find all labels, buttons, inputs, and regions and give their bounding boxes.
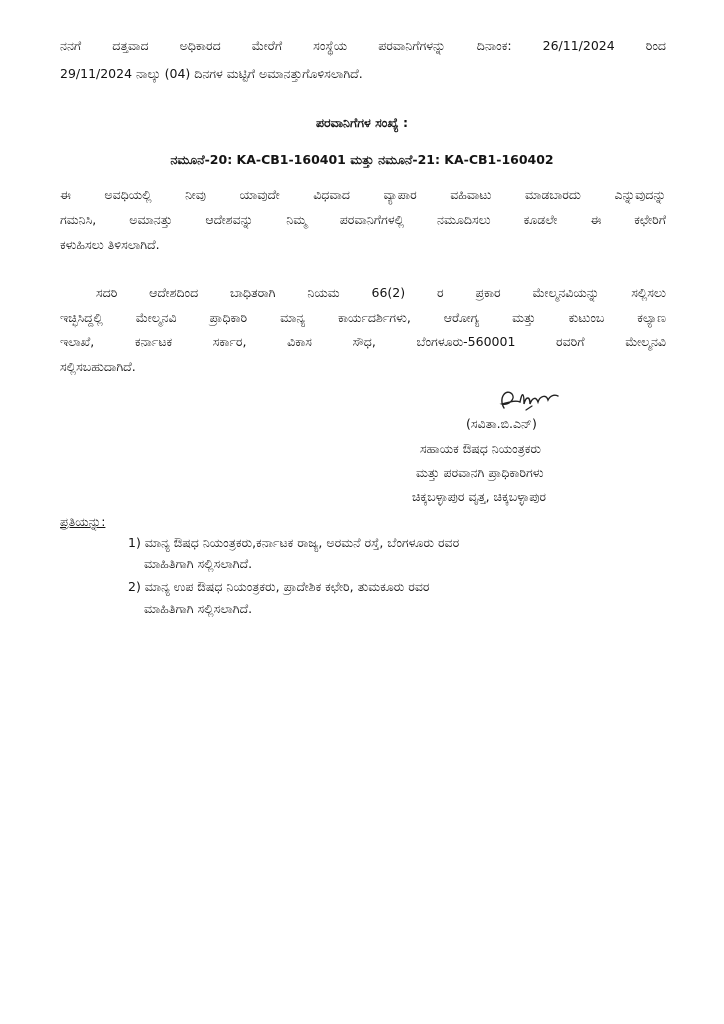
para2-line-2: ಇಚ್ಛಿಸಿದ್ದಲ್ಲಿ ಮೇಲ್ಮನವಿ ಪ್ರಾಧಿಕಾರಿ ಮಾನ್ಯ ಕಾರ್ಯದರ್ಶಿಗಳು, ಆರೋಗ್ಯ ಮತ್ತು ಕುಟುಂಬ ಕಲ್ಯಾಣ xyxy=(60,310,666,325)
para2-line-4: ಸಲ್ಲಿಸಬಹುದಾಗಿದೆ. xyxy=(60,359,136,374)
signatory-designation-1: ಸಹಾಯಕ ಔಷಧ ನಿಯಂತ್ರಕರು xyxy=(420,441,542,456)
signatory-name: (ಸವಿತಾ.ಬಿ.ಎನ್) xyxy=(466,416,537,431)
copy-item-2-line-1: 2) ಮಾನ್ಯ ಉಪ ಔಷಧ ನಿಯಂತ್ರಕರು, ಪ್ರಾದೇಶಿಕ ಕಛೇರಿ, ತುಮಕೂರು ರವರ xyxy=(128,579,430,594)
copy-item-1-line-2: ಮಾಹಿತಿಗಾಗಿ ಸಲ್ಲಿಸಲಾಗಿದೆ. xyxy=(144,556,253,571)
para2-line-1: ಸದರಿ ಆದೇಶದಿಂದ ಬಾಧಿತರಾಗಿ ನಿಯಮ 66(2) ರ ಪ್ರಕಾರ ಮೇಲ್ಮನವಿಯನ್ನು ಸಲ್ಲಿಸಲು xyxy=(96,285,666,300)
intro-line-2: 29/11/2024 ನಾಲ್ಕು (04) ದಿನಗಳ ಮಟ್ಟಿಗೆ ಅಮಾನತ್ತುಗೊಳಿಸಲಾಗಿದೆ. xyxy=(60,66,363,81)
copy-item-1-line-1: 1) ಮಾನ್ಯ ಔಷಧ ನಿಯಂತ್ರಕರು,ಕರ್ನಾಟಕ ರಾಜ್ಯ, ಅರಮನೆ ರಸ್ತೆ, ಬೆಂಗಳೂರು ರವರ xyxy=(128,535,460,550)
signatory-office: ಚಿಕ್ಕಬಳ್ಳಾಪುರ ವೃತ್ತ, ಚಿಕ್ಕಬಳ್ಳಾಪುರ xyxy=(412,489,546,504)
copy-item-2-line-2: ಮಾಹಿತಿಗಾಗಿ ಸಲ್ಲಿಸಲಾಗಿದೆ. xyxy=(144,601,253,616)
para1-line-2: ಗಮನಿಸಿ, ಅಮಾನತ್ತು ಆದೇಶವನ್ನು ನಿಮ್ಮ ಪರವಾನಿಗೆಗಳಲ್ಲಿ ನಮೂದಿಸಲು ಕೂಡಲೇ ಈ ಕಛೇರಿಗೆ xyxy=(60,212,666,227)
intro-line-1: ನನಗೆ ದತ್ತವಾದ ಅಧಿಕಾರದ ಮೇರೆಗೆ ಸಂಸ್ಥೆಯ ಪರವಾನಿಗೆಗಳನ್ನು ದಿನಾಂಕ: 26/11/2024 ರಿಂದ xyxy=(60,38,666,53)
license-heading: ಪರವಾನಿಗೆಗಳ ಸಂಖ್ಯೆ : xyxy=(315,115,409,130)
handwritten-signature xyxy=(486,380,566,420)
para2-line-3: ಇಲಾಖೆ, ಕರ್ನಾಟಕ ಸರ್ಕಾರ, ವಿಕಾಸ ಸೌಧ, ಬೆಂಗಳೂರು-560001 ರವರಿಗೆ ಮೇಲ್ಮನವಿ xyxy=(60,334,666,349)
signatory-designation-2: ಮತ್ತು ಪರವಾನಗಿ ಪ್ರಾಧಿಕಾರಿಗಳು xyxy=(416,465,544,480)
para1-line-1: ಈ ಅವಧಿಯಲ್ಲಿ ನೀವು ಯಾವುದೇ ವಿಧವಾದ ವ್ಯಾಪಾರ ವಹಿವಾಟು ಮಾಡಬಾರದು ಎನ್ನುವುದನ್ನು xyxy=(60,187,666,202)
copies-label: ಪ್ರತಿಯನ್ನು: xyxy=(60,514,106,529)
para1-line-3: ಕಳುಹಿಸಲು ತಿಳಿಸಲಾಗಿದೆ. xyxy=(60,237,160,252)
license-numbers: ನಮೂನೆ-20: KA-CB1-160401 ಮತ್ತು ನಮೂನೆ-21: KA-CB1-160402 xyxy=(170,152,554,167)
